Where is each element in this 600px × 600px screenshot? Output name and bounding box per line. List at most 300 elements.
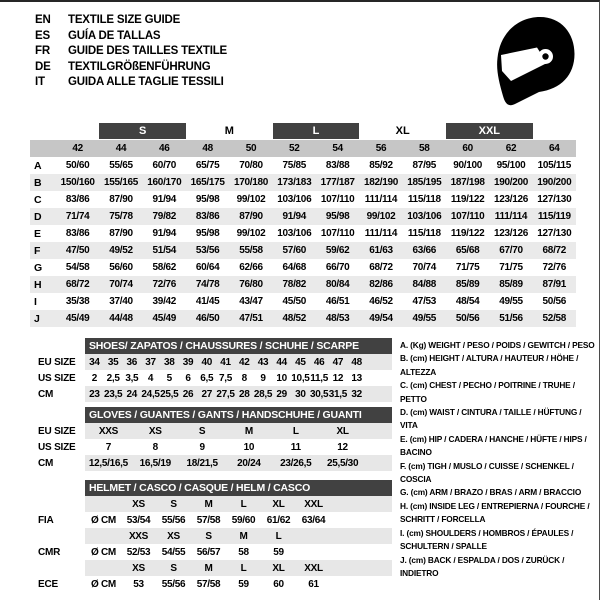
- row-values: [85, 560, 392, 576]
- table-cell: 103/106: [407, 211, 442, 222]
- legend-item: F. (cm) TIGH / MUSLO / CUISSE / SCHENKEL / COSCIA: [400, 460, 574, 485]
- textile-size-table: [30, 123, 576, 327]
- shoes-table-title: SHOES/ ZAPATOS / CHAUSSURES / SCHUHE / SCARPE: [85, 338, 392, 354]
- table-cell: S: [205, 530, 212, 542]
- table-cell: S: [170, 562, 177, 574]
- table-row: [38, 455, 392, 471]
- table-cell: 57/58: [196, 514, 221, 526]
- table-cell: 190/200: [493, 177, 529, 188]
- table-cell: L: [292, 425, 299, 437]
- table-cell: 68/72: [369, 262, 393, 273]
- table-cell: 115/119: [537, 211, 571, 222]
- table-cell: 41/45: [195, 296, 220, 307]
- table-cell: 190/200: [537, 177, 572, 188]
- row-letter: I: [34, 295, 37, 308]
- table-row: [38, 544, 392, 560]
- table-cell: XXS: [98, 425, 118, 437]
- table-cell: 187/198: [450, 177, 485, 188]
- table-cell: XS: [132, 498, 145, 510]
- table-cell: 111/114: [364, 228, 398, 239]
- size-number: 44: [115, 143, 127, 154]
- table-cell: 91/94: [282, 211, 307, 222]
- table-cell: 53/56: [195, 245, 220, 256]
- table-cell: 8: [152, 441, 158, 453]
- table-cell: 53: [133, 578, 144, 590]
- table-cell: 57/58: [196, 578, 221, 590]
- table-cell: L: [275, 530, 282, 542]
- table-cell: 20/24: [237, 457, 261, 469]
- table-cell: 115/118: [407, 194, 441, 205]
- language-code: FR: [35, 45, 50, 58]
- row-letter: J: [34, 312, 40, 325]
- table-cell: 45: [295, 356, 306, 368]
- row-letter: F: [34, 244, 41, 257]
- table-cell: 47: [332, 356, 344, 368]
- table-cell: 56/60: [109, 262, 133, 273]
- table-cell: 52/53: [126, 546, 151, 558]
- table-cell: 5: [166, 372, 172, 384]
- table-cell: XL: [272, 498, 285, 510]
- table-cell: 64/68: [282, 262, 307, 273]
- textile-size-row: [30, 140, 576, 157]
- table-cell: 45/50: [282, 296, 307, 307]
- language-list: [35, 13, 227, 91]
- table-cell: 11: [290, 441, 301, 453]
- language-row: [35, 13, 227, 29]
- table-cell: 54/55: [161, 546, 186, 558]
- corner-cell: [30, 140, 56, 157]
- table-cell: 27,5: [216, 388, 235, 400]
- table-cell: 36: [126, 356, 138, 368]
- row-letter: G: [34, 261, 42, 274]
- measure-row-H: [30, 276, 576, 293]
- table-cell: 55/58: [239, 245, 263, 256]
- table-cell: 59: [273, 546, 284, 558]
- legend-item: H. (cm) INSIDE LEG / ENTREPIERNA / FOURCHE / SCHRITT / FORCELLA: [400, 500, 590, 525]
- unit-cell: Ø CM: [91, 514, 116, 526]
- measure-row-J: [30, 310, 576, 327]
- row-letter: D: [34, 210, 42, 223]
- guide-title: TEXTILE SIZE GUIDE: [68, 14, 181, 26]
- table-cell: 61/62: [266, 514, 291, 526]
- table-cell: 68/72: [65, 279, 90, 290]
- language-code: EN: [35, 14, 51, 26]
- size-group-label: XL: [395, 125, 410, 137]
- table-cell: M: [204, 562, 213, 574]
- table-cell: 72/76: [542, 262, 567, 273]
- shoes-rows: [38, 354, 392, 402]
- table-cell: 165/175: [190, 177, 225, 188]
- table-cell: 83/86: [195, 211, 220, 222]
- table-cell: 23/26,5: [280, 457, 312, 469]
- table-cell: 40: [201, 356, 213, 368]
- table-cell: 173/183: [277, 177, 312, 188]
- table-cell: 7: [105, 441, 112, 453]
- table-cell: 37: [145, 356, 156, 368]
- row-label: [38, 528, 85, 544]
- row-label: CMR: [38, 546, 61, 558]
- table-cell: 67/70: [499, 245, 523, 256]
- table-cell: 71/75: [499, 262, 523, 273]
- language-row: [35, 29, 227, 45]
- table-cell: 27: [201, 388, 213, 400]
- table-cell: 44/48: [109, 313, 133, 324]
- accessory-tables: [38, 338, 392, 592]
- table-cell: 111/114: [494, 211, 528, 222]
- table-cell: 83/86: [65, 194, 90, 205]
- table-cell: 44: [276, 356, 287, 368]
- size-number: 64: [549, 143, 560, 154]
- table-cell: 62/66: [239, 262, 263, 273]
- table-cell: 95/100: [496, 160, 526, 171]
- table-cell: 26: [182, 388, 194, 400]
- table-cell: 34: [89, 356, 100, 368]
- table-cell: 50/56: [542, 296, 567, 307]
- table-cell: 35: [107, 356, 119, 368]
- table-cell: 70/80: [239, 160, 263, 171]
- table-cell: 12,5/16,5: [88, 457, 128, 469]
- table-cell: S: [198, 425, 206, 437]
- table-cell: 35/38: [65, 296, 90, 307]
- table-cell: 2: [91, 372, 97, 384]
- table-cell: XL: [272, 562, 285, 574]
- row-values: [85, 528, 392, 544]
- language-code: ES: [35, 29, 50, 42]
- language-code: IT: [35, 76, 45, 89]
- table-cell: 60: [273, 578, 284, 590]
- table-cell: L: [240, 562, 247, 574]
- table-row: [38, 512, 392, 528]
- table-cell: 11,5: [310, 372, 329, 384]
- table-cell: 99/102: [236, 194, 266, 205]
- row-values: [85, 544, 392, 560]
- table-cell: 48/53: [325, 313, 350, 324]
- row-values: [85, 576, 392, 592]
- table-cell: 127/130: [537, 228, 572, 239]
- row-label: US SIZE: [38, 441, 76, 453]
- textile-body: [30, 157, 576, 327]
- table-cell: 95/98: [195, 194, 220, 205]
- table-cell: 72/76: [152, 279, 177, 290]
- table-cell: M: [204, 498, 213, 510]
- table-cell: 10: [243, 441, 255, 453]
- table-cell: 70/74: [109, 279, 133, 290]
- measure-row-C: [30, 191, 576, 208]
- guide-title: GUÍA DE TALLAS: [68, 29, 161, 42]
- table-cell: 51/56: [499, 313, 523, 324]
- table-cell: 43/47: [239, 296, 263, 307]
- measure-row-F: [30, 242, 576, 259]
- table-cell: 13: [351, 372, 362, 384]
- table-cell: 41: [220, 356, 231, 368]
- guide-title: GUIDA ALLE TAGLIE TESSILI: [68, 76, 224, 89]
- table-cell: 43: [257, 356, 269, 368]
- measure-row-I: [30, 293, 576, 310]
- table-cell: 150/160: [60, 177, 95, 188]
- row-label: EU SIZE: [38, 425, 76, 437]
- size-number: 52: [289, 143, 300, 154]
- table-cell: 71/75: [455, 262, 480, 273]
- table-cell: 6: [185, 372, 191, 384]
- table-cell: 55/56: [161, 514, 186, 526]
- table-cell: 6,5: [200, 372, 214, 384]
- size-group-label: XXL: [446, 123, 533, 139]
- table-cell: 52/58: [542, 313, 567, 324]
- gloves-table-title: GLOVES / GUANTES / GANTS / HANDSCHUHE / GUANTI: [85, 407, 392, 423]
- row-values: [85, 354, 392, 370]
- row-letter: B: [34, 176, 42, 189]
- table-cell: 105/115: [537, 160, 572, 171]
- table-cell: 71/74: [65, 211, 90, 222]
- row-label: [38, 496, 85, 512]
- table-cell: 56/57: [196, 546, 221, 558]
- table-row: [38, 560, 392, 576]
- row-values: [85, 370, 392, 386]
- table-cell: 103/106: [277, 228, 312, 239]
- table-cell: 47/50: [65, 245, 90, 256]
- size-number: 60: [462, 143, 473, 154]
- size-group-label: S: [99, 123, 186, 139]
- table-cell: 70/74: [412, 262, 437, 273]
- table-cell: 18/21,5: [186, 457, 218, 469]
- table-cell: XXL: [304, 562, 323, 574]
- table-cell: 111/114: [364, 194, 398, 205]
- gloves-table: [38, 407, 392, 471]
- table-cell: 47/53: [412, 296, 437, 307]
- table-cell: 61: [308, 578, 319, 590]
- table-cell: 182/190: [363, 177, 399, 188]
- size-group-label: L: [273, 123, 360, 139]
- table-cell: 8: [241, 372, 247, 384]
- table-cell: 87/91: [542, 279, 567, 290]
- row-values: [85, 455, 392, 471]
- table-cell: 12: [337, 441, 348, 453]
- table-cell: 30: [295, 388, 306, 400]
- legend-list: [400, 339, 596, 580]
- table-cell: 38: [164, 356, 175, 368]
- table-cell: 58/62: [152, 262, 177, 273]
- table-cell: 48: [351, 356, 362, 368]
- row-label: CM: [38, 457, 54, 469]
- table-cell: 75/78: [109, 211, 133, 222]
- size-number: 48: [202, 143, 213, 154]
- table-cell: 37/40: [109, 296, 133, 307]
- table-row: [38, 576, 392, 592]
- table-cell: 87/90: [239, 211, 263, 222]
- table-cell: 185/195: [407, 177, 442, 188]
- table-cell: 55/65: [109, 160, 133, 171]
- measure-row-G: [30, 259, 576, 276]
- table-cell: 85/92: [369, 160, 393, 171]
- table-cell: 65/75: [195, 160, 220, 171]
- table-cell: 9: [199, 441, 205, 453]
- table-cell: 76/80: [239, 279, 263, 290]
- table-cell: 91/94: [152, 194, 177, 205]
- table-cell: 42: [238, 356, 250, 368]
- table-cell: 119/122: [450, 194, 485, 205]
- size-number: 58: [419, 143, 430, 154]
- table-row: [38, 386, 392, 402]
- table-cell: 46/51: [325, 296, 350, 307]
- table-cell: 91/94: [152, 228, 177, 239]
- table-row: [38, 439, 392, 455]
- size-number: 56: [375, 143, 387, 154]
- table-cell: XS: [167, 530, 180, 542]
- legend-item: D. (cm) WAIST / CINTURA / TAILLE / HÜFTUNG / VITA: [400, 407, 582, 431]
- legend-item: G. (cm) ARM / BRAZO / BRAS / ARM / BRACCIO: [400, 487, 582, 498]
- table-cell: 29: [276, 388, 287, 400]
- measure-row-A: [30, 157, 576, 174]
- table-cell: 10: [276, 372, 287, 384]
- legend-item: I. (cm) SHOULDERS / HOMBROS / ÉPAULES / SCHULTERN / SPALLE: [400, 527, 574, 552]
- table-cell: 177/187: [320, 177, 355, 188]
- table-cell: 63/66: [412, 245, 437, 256]
- size-number: 54: [332, 143, 343, 154]
- size-number: 42: [72, 143, 83, 154]
- legend-item: C. (cm) CHEST / PECHO / POITRINE / TRUHE / PETTO: [400, 380, 575, 404]
- helmet-table: [38, 480, 392, 592]
- row-values: [85, 439, 392, 455]
- table-cell: 55/56: [161, 578, 186, 590]
- table-cell: 59/62: [325, 245, 350, 256]
- row-values: [85, 386, 392, 402]
- table-cell: 95/98: [325, 211, 350, 222]
- legend-item: B. (cm) HEIGHT / ALTURA / HAUTEUR / HÖHE / ALTEZZA: [400, 353, 579, 377]
- table-cell: 127/130: [537, 194, 572, 205]
- row-letter: E: [34, 227, 41, 240]
- table-cell: XXS: [128, 530, 149, 542]
- table-cell: 115/118: [407, 228, 441, 239]
- textile-group-row: [30, 123, 576, 139]
- table-cell: 170/180: [233, 177, 269, 188]
- table-cell: 95/98: [195, 228, 220, 239]
- table-cell: 47/51: [239, 313, 263, 324]
- language-row: [35, 60, 227, 76]
- table-cell: 53/54: [126, 514, 151, 526]
- row-letter: H: [34, 278, 42, 291]
- table-cell: 2,5: [106, 372, 120, 384]
- table-cell: XS: [148, 425, 162, 437]
- table-cell: 24,5: [141, 388, 160, 400]
- table-cell: 83/86: [65, 228, 90, 239]
- size-number: 62: [505, 143, 517, 154]
- table-cell: 25,5/30: [326, 457, 359, 469]
- racing-helmet-icon: [479, 8, 585, 108]
- table-cell: 51/54: [152, 245, 177, 256]
- table-cell: 31,5: [328, 388, 348, 400]
- row-label: EU SIZE: [38, 356, 76, 368]
- table-cell: 85/89: [455, 279, 480, 290]
- table-cell: 160/170: [147, 177, 182, 188]
- table-cell: 16,5/19: [139, 457, 171, 469]
- table-cell: 65/68: [455, 245, 480, 256]
- table-cell: 79/82: [152, 211, 177, 222]
- measure-row-D: [30, 208, 576, 225]
- table-cell: 123/126: [493, 228, 529, 239]
- table-cell: 4: [147, 372, 154, 384]
- table-cell: 49/52: [109, 245, 133, 256]
- table-cell: 66/70: [325, 262, 350, 273]
- table-cell: 10,5: [291, 372, 310, 384]
- size-group-label: M: [224, 125, 234, 137]
- table-cell: 61/63: [369, 245, 393, 256]
- table-cell: 107/110: [450, 211, 485, 222]
- table-cell: 59/60: [231, 514, 256, 526]
- table-cell: 107/110: [320, 194, 355, 205]
- table-cell: XL: [336, 425, 349, 437]
- table-cell: 155/165: [103, 177, 139, 188]
- table-cell: 32: [351, 388, 362, 400]
- legend-item: E. (cm) HIP / CADERA / HANCHE / HÜFTE / HIPS / BACINO: [400, 433, 587, 458]
- table-row: [38, 370, 392, 386]
- gloves-rows: [38, 423, 392, 471]
- table-cell: 46/52: [369, 296, 393, 307]
- table-cell: 28,5: [253, 388, 273, 400]
- row-values: [85, 512, 392, 528]
- language-row: [35, 44, 227, 60]
- table-cell: 45/49: [65, 313, 90, 324]
- table-cell: 60/64: [195, 262, 220, 273]
- table-cell: 107/110: [320, 228, 355, 239]
- table-cell: 57/60: [282, 245, 307, 256]
- table-cell: 3,5: [125, 372, 139, 384]
- measure-row-B: [30, 174, 576, 191]
- table-cell: 28: [238, 388, 250, 400]
- table-cell: 99/102: [366, 211, 396, 222]
- table-cell: 46: [313, 356, 325, 368]
- table-cell: 75/85: [282, 160, 307, 171]
- table-cell: 23: [89, 388, 100, 400]
- table-cell: 50/60: [65, 160, 90, 171]
- table-cell: 90/100: [453, 160, 483, 171]
- guide-title: TEXTILGRÖßENFÜHRUNG: [68, 60, 211, 73]
- table-cell: 39: [182, 356, 194, 368]
- language-code: DE: [35, 60, 51, 73]
- table-cell: 123/126: [493, 194, 529, 205]
- table-cell: 49/54: [369, 313, 393, 324]
- table-cell: 48/52: [282, 313, 307, 324]
- table-cell: 83/88: [325, 160, 350, 171]
- legend-item: J. (cm) BACK / ESPALDA / DOS / ZURÜCK / INDIETRO: [400, 554, 565, 578]
- table-cell: M: [239, 530, 248, 542]
- table-cell: 46/50: [195, 313, 220, 324]
- row-label: [38, 560, 85, 576]
- unit-cell: Ø CM: [91, 546, 116, 558]
- table-cell: 58: [238, 546, 249, 558]
- table-cell: 80/84: [325, 279, 350, 290]
- table-cell: 85/89: [499, 279, 523, 290]
- row-label: CM: [38, 388, 54, 400]
- table-cell: 49/55: [412, 313, 437, 324]
- table-cell: 25,5: [160, 388, 179, 400]
- table-cell: 103/106: [277, 194, 312, 205]
- table-cell: 49/55: [499, 296, 523, 307]
- legend-item: A. (Kg) WEIGHT / PESO / POIDS / GEWITCH / PESO: [400, 340, 595, 350]
- row-label: US SIZE: [38, 372, 76, 384]
- table-cell: 63/64: [301, 514, 326, 526]
- row-letter: A: [34, 159, 42, 172]
- unit-cell: Ø CM: [91, 578, 116, 590]
- helmet-rows: [38, 496, 392, 592]
- table-cell: 82/86: [369, 279, 393, 290]
- measure-row-E: [30, 225, 576, 242]
- table-cell: 50/56: [455, 313, 480, 324]
- table-cell: 39/42: [152, 296, 177, 307]
- table-cell: 84/88: [412, 279, 437, 290]
- table-row: [38, 354, 392, 370]
- table-row: [38, 528, 392, 544]
- table-cell: 45/49: [152, 313, 177, 324]
